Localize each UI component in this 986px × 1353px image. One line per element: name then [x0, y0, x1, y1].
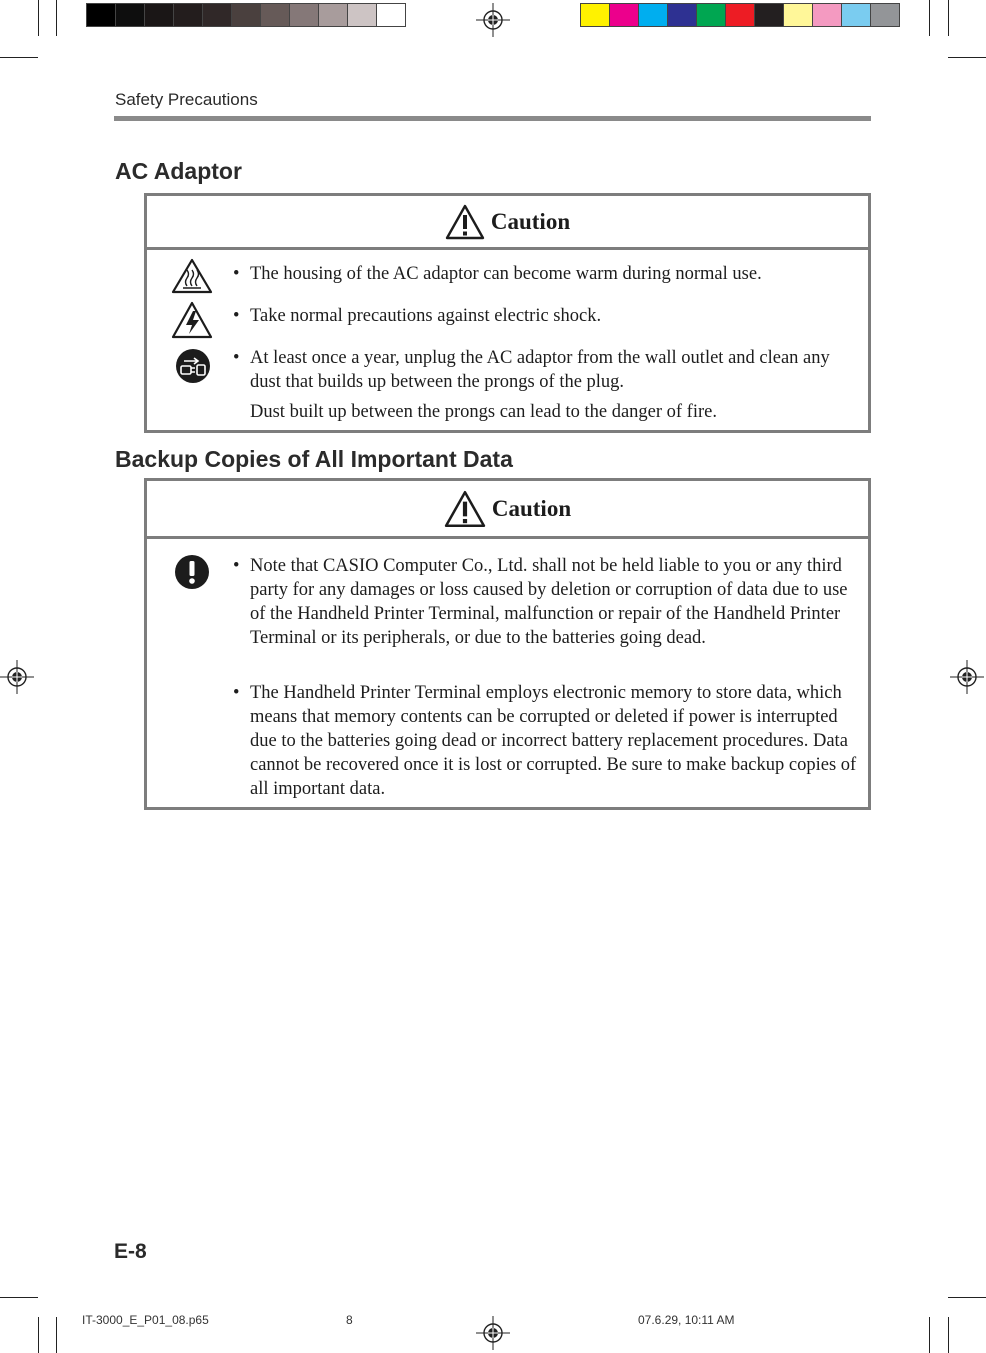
caution-header: [147, 481, 868, 539]
bullet: •: [233, 683, 240, 703]
crop-mark: [948, 1297, 986, 1298]
item-text: Note that CASIO Computer Co., Ltd. shall not be held liable to you or any third party for any damages or loss caused by deletion or corruption of data due to use of the Handheld Printer Terminal, malfunction or repair of the Handheld Printer Terminal or its peripherals, or due to the batteries going dead.: [250, 556, 848, 648]
list-item: [233, 554, 860, 650]
item-text: At least once a year, unplug the AC adaptor from the wall outlet and clean any dust that builds up between the prongs of the plug.: [250, 348, 830, 392]
color-swatch: [144, 3, 174, 27]
crop-mark: [38, 0, 39, 36]
electric-shock-warning-icon: [171, 301, 213, 339]
slug-timestamp: 07.6.29, 10:11 AM: [638, 1313, 735, 1327]
crop-mark: [38, 1317, 39, 1353]
color-swatch: [376, 3, 406, 27]
list-item: [233, 262, 860, 286]
page-number: E-8: [114, 1240, 147, 1263]
color-swatch: [638, 3, 668, 27]
crop-mark: [0, 57, 38, 58]
crop-mark: [948, 57, 986, 58]
item-note: Dust built up between the prongs can lead to the danger of fire.: [250, 402, 717, 422]
color-swatch: [318, 3, 348, 27]
color-swatch: [812, 3, 842, 27]
slug-filename: IT-3000_E_P01_08.p65: [82, 1313, 209, 1327]
unplug-icon: [175, 348, 211, 384]
color-swatch: [86, 3, 116, 27]
registration-mark-icon: [476, 3, 510, 37]
warning-triangle-icon: [444, 490, 486, 528]
slug-page: 8: [346, 1313, 353, 1327]
crop-mark: [929, 1317, 930, 1353]
list-item: [233, 346, 860, 394]
color-swatch: [289, 3, 319, 27]
list-item: [233, 304, 860, 328]
hot-surface-warning-icon: [171, 258, 213, 294]
crop-mark: [929, 0, 930, 36]
bullet: •: [233, 306, 240, 326]
crop-mark: [56, 1317, 57, 1353]
color-swatch: [347, 3, 377, 27]
registration-mark-icon: [0, 660, 34, 694]
section-title-ac-adaptor: AC Adaptor: [115, 158, 242, 184]
color-swatch: [580, 3, 610, 27]
item-text: Take normal precautions against electric shock.: [250, 306, 602, 326]
color-swatch: [202, 3, 232, 27]
crop-mark: [948, 1317, 949, 1353]
mandatory-action-icon: [174, 554, 210, 590]
registration-mark-icon: [950, 660, 984, 694]
header-rule: [114, 116, 871, 121]
color-swatch: [870, 3, 900, 27]
color-swatch: [841, 3, 871, 27]
crop-mark: [56, 0, 57, 36]
color-swatch: [231, 3, 261, 27]
registration-mark-icon: [476, 1316, 510, 1350]
crop-mark: [0, 1297, 38, 1298]
color-swatch: [260, 3, 290, 27]
color-swatch: [696, 3, 726, 27]
caution-box-ac-adaptor: [144, 193, 871, 433]
warning-triangle-icon: [445, 204, 485, 240]
color-swatch: [667, 3, 697, 27]
bullet: •: [233, 348, 240, 368]
bullet: •: [233, 556, 240, 576]
color-swatch: [754, 3, 784, 27]
crop-mark: [948, 0, 949, 36]
bullet: •: [233, 264, 240, 284]
caution-label: Caution: [490, 208, 571, 234]
item-text: The housing of the AC adaptor can become warm during normal use.: [250, 264, 762, 284]
color-swatch: [609, 3, 639, 27]
color-swatch: [173, 3, 203, 27]
item-text: The Handheld Printer Terminal employs electronic memory to store data, which means that memory contents can be corrupted or deleted if power is interrupted due to the batteries going dead or incorrect battery replacement procedures. Data cannot be recovered once it is lost or corrupted. Be sure to make backup copies of all important data.: [250, 683, 857, 799]
color-swatch: [783, 3, 813, 27]
section-title-backup: Backup Copies of All Important Data: [115, 446, 513, 472]
caution-label: Caution: [491, 495, 572, 521]
list-item: [233, 681, 860, 801]
color-swatch: [115, 3, 145, 27]
caution-header: [147, 196, 868, 250]
color-swatch: [725, 3, 755, 27]
running-header: Safety Precautions: [115, 90, 258, 109]
caution-box-backup: [144, 478, 871, 810]
